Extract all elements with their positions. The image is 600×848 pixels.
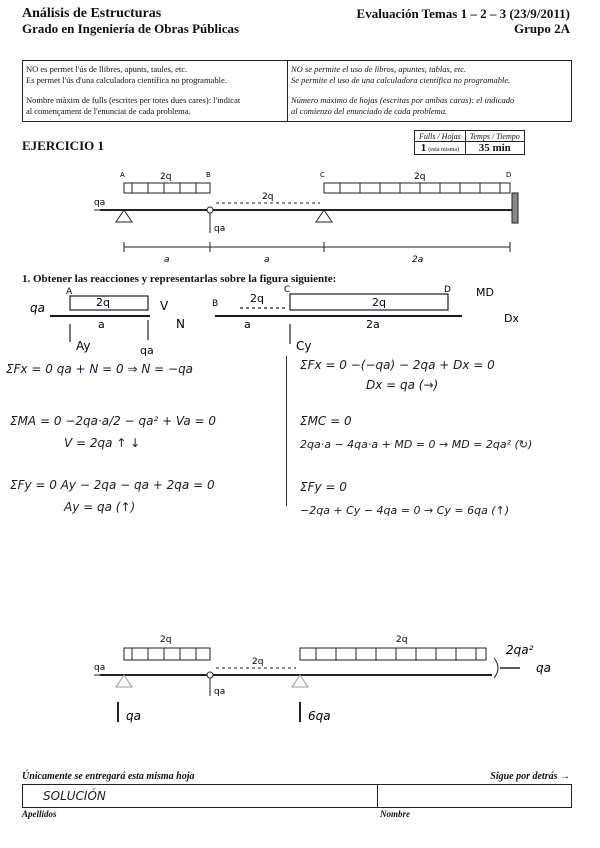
footer-continue: Sigue por detrás → bbox=[490, 771, 570, 782]
eq-cy-result: −2qa + Cy − 4qa = 0 → Cy = 6qa (↑) bbox=[300, 504, 510, 517]
eq-ay-result: Ay = qa (↑) bbox=[64, 500, 136, 514]
result-label-load-mid: 2q bbox=[252, 657, 264, 667]
hinge-b bbox=[207, 207, 213, 213]
distributed-load-left bbox=[124, 183, 210, 193]
surname-label: Apellidos bbox=[22, 809, 57, 819]
eq-sum-mc: ΣMC = 0 bbox=[300, 414, 352, 428]
fbd-load-right bbox=[290, 294, 448, 310]
subject-title: Análisis de Estructuras bbox=[22, 6, 162, 21]
name-box bbox=[22, 784, 572, 808]
fbd-point-load: qa bbox=[140, 344, 154, 357]
sheets-label: Fulls / Hojas bbox=[415, 131, 466, 142]
result-load-right bbox=[300, 648, 486, 660]
time-label: Temps / Tiempo bbox=[465, 131, 524, 142]
name-box-divider bbox=[377, 785, 378, 807]
rules-catalan bbox=[26, 64, 284, 117]
label-load-mid: 2q bbox=[262, 192, 274, 202]
support-a bbox=[116, 210, 132, 222]
free-body-diagram bbox=[0, 282, 600, 362]
fbd-node-d: D bbox=[444, 285, 451, 295]
header-left bbox=[22, 6, 239, 36]
fbd-dx: Dx bbox=[504, 312, 519, 325]
footer-note: Únicamente se entregará esta misma hoja bbox=[22, 771, 195, 782]
exam-title: Evaluación Temas 1 – 2 – 3 (23/9/2011) bbox=[356, 6, 570, 21]
rules-box bbox=[22, 60, 572, 122]
result-label-dx: qa bbox=[536, 661, 551, 675]
node-a-label: A bbox=[120, 171, 125, 179]
result-label-ay: qa bbox=[126, 709, 141, 723]
eq-dx-result: Dx = qa (→) bbox=[366, 378, 439, 392]
result-load-left bbox=[124, 648, 210, 660]
sheets-value: 1 bbox=[420, 142, 427, 154]
result-diagram bbox=[0, 630, 600, 730]
eq-sum-fy-left: ΣFy = 0 Ay − 2qa − qa + 2qa = 0 bbox=[10, 478, 215, 492]
result-support-a bbox=[116, 675, 132, 687]
eq-sum-fy-right: ΣFy = 0 bbox=[300, 480, 347, 494]
distributed-load-right bbox=[324, 183, 510, 193]
fbd-node-a: A bbox=[66, 287, 73, 297]
rule-line: Se permite el uso de una calculadora científica no programable. bbox=[291, 75, 511, 85]
fbd-v: V bbox=[160, 299, 169, 313]
fbd-ay: Ay bbox=[76, 339, 91, 353]
result-label-axial: qa bbox=[94, 663, 106, 673]
fbd-dim3: 2a bbox=[366, 318, 380, 331]
fbd-dim1: a bbox=[98, 318, 105, 331]
eq-sum-fx-right: ΣFx = 0 −(−qa) − 2qa + Dx = 0 bbox=[300, 358, 495, 372]
fbd-node-b: B bbox=[212, 299, 219, 309]
fbd-load-right-label: 2q bbox=[372, 296, 386, 309]
rule-line: al començament de l'enunciat de cada problema. bbox=[26, 106, 191, 116]
eq-sum-fx-left: ΣFx = 0 qa + N = 0 ⇒ N = −qa bbox=[6, 362, 194, 376]
eq-md-result: 2qa·a − 4qa·a + MD = 0 → MD = 2qa² (↻) bbox=[300, 438, 533, 451]
work-divider bbox=[286, 356, 287, 506]
degree-title: Grado en Ingeniería de Obras Públicas bbox=[22, 21, 240, 36]
group-label: Grupo 2A bbox=[514, 21, 570, 36]
node-c-label: C bbox=[320, 171, 325, 179]
result-label-moment: 2qa² bbox=[506, 643, 534, 657]
name-label: Nombre bbox=[380, 809, 410, 819]
rule-line: NO se permite el uso de libros, apuntes, tablas, etc. bbox=[291, 64, 467, 74]
label-load-left: 2q bbox=[160, 172, 172, 182]
fbd-node-c: C bbox=[284, 285, 291, 295]
dim-3: 2a bbox=[412, 255, 424, 265]
exercise-meta-table bbox=[414, 130, 525, 155]
support-c bbox=[316, 210, 332, 222]
fbd-axial: qa bbox=[30, 301, 45, 315]
fixed-support-d bbox=[512, 193, 518, 223]
eq-v-result: V = 2qa ↑ ↓ bbox=[64, 436, 141, 450]
sheets-value-cell bbox=[415, 142, 466, 155]
result-support-c bbox=[292, 675, 308, 687]
rule-line: Número máximo de hojas (escritas por ambas caras): el indicado bbox=[291, 95, 515, 105]
fbd-load-left-label: 2q bbox=[96, 296, 110, 309]
rule-line: al comienzo del enunciado de cada problema. bbox=[291, 106, 448, 116]
dim-1: a bbox=[164, 255, 170, 265]
exercise-title: EJERCICIO 1 bbox=[22, 138, 104, 153]
time-value: 35 min bbox=[465, 142, 524, 155]
label-axial: qa bbox=[94, 198, 106, 208]
result-label-point-load: qa bbox=[214, 687, 226, 697]
result-label-cy: 6qa bbox=[308, 709, 331, 723]
result-hinge-b bbox=[207, 672, 213, 678]
result-moment-arrow bbox=[494, 658, 498, 678]
rule-line: Nombre màxim de fulls (escrites per totes dues cares): l'indicat bbox=[26, 95, 241, 105]
dim-2: a bbox=[264, 255, 270, 265]
label-point-load: qa bbox=[214, 224, 226, 234]
fbd-cy: Cy bbox=[296, 339, 312, 353]
fbd-load-mid-label: 2q bbox=[250, 292, 264, 305]
sheets-note: (esta misma) bbox=[428, 147, 460, 153]
result-label-load-left: 2q bbox=[160, 635, 172, 645]
rules-spanish bbox=[291, 64, 567, 117]
eq-sum-ma: ΣMA = 0 −2qa·a/2 − qa² + Va = 0 bbox=[10, 414, 217, 428]
rules-divider bbox=[287, 61, 288, 121]
node-d-label: D bbox=[506, 171, 512, 179]
rule-line: Es permet l'ús d'una calculadora científica no programable. bbox=[26, 75, 227, 85]
header-right bbox=[357, 6, 570, 36]
structure-diagram bbox=[0, 165, 600, 270]
fbd-dim2: a bbox=[244, 318, 251, 331]
surname-field[interactable]: SOLUCIÓN bbox=[43, 789, 106, 803]
rule-line: NO es permet l'ús de llibres, apunts, taules, etc. bbox=[26, 64, 188, 74]
label-load-right: 2q bbox=[414, 172, 426, 182]
fbd-md: MD bbox=[476, 286, 494, 299]
question-1: 1. Obtener las reacciones y representarlas sobre la figura siguiente: bbox=[22, 273, 337, 285]
fbd-n: N bbox=[176, 317, 185, 331]
result-label-load-right: 2q bbox=[396, 635, 408, 645]
node-b-label: B bbox=[206, 171, 211, 179]
